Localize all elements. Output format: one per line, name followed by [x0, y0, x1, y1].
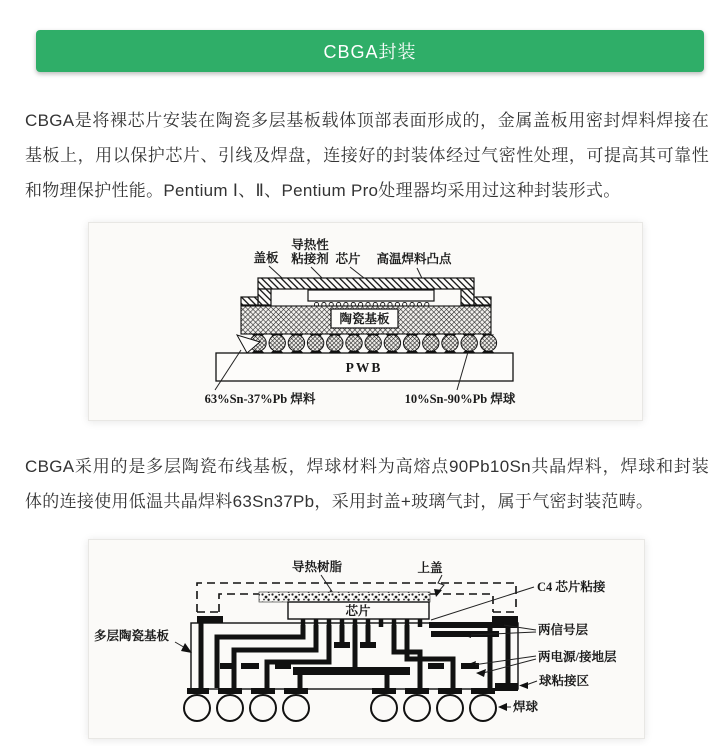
label-pwb: PWB [345, 360, 383, 375]
label-ball-right: 10%Sn-90%Pb 焊球 [404, 392, 516, 406]
label-signal-layers: 两信号层 [538, 623, 589, 637]
ceramic-substrate-shape [241, 306, 491, 334]
label-chip2: 芯片 [345, 604, 371, 618]
label-thermal-resin: 导热树脂 [291, 560, 343, 574]
paragraph-materials: CBGA采用的是多层陶瓷布线基板，焊球材料为高熔点90Pb10Sn共晶焊料，焊球和封装体的连接使用低温共晶焊料63Sn37Pb，采用封盖+玻璃气封，属于气密封装范畴。 [25, 457, 709, 511]
solder-balls [184, 695, 496, 721]
label-c4-bond: C4 芯片粘接 [537, 580, 606, 594]
chip-shape [308, 290, 434, 301]
leader-adhesive [311, 267, 322, 278]
label-ball-bond-area: 球粘接区 [539, 674, 590, 688]
label-chip: 芯片 [335, 252, 361, 266]
label-top-cover: 上盖 [417, 561, 443, 575]
label-adhesive-line1: 导热性 [291, 238, 329, 252]
label-solder-ball: 焊球 [513, 700, 539, 714]
figure2-svg [89, 540, 644, 738]
figure2-top-labels [292, 559, 444, 597]
label-ceramic-substrate: 陶瓷基板 [339, 312, 390, 326]
page-title: CBGA封装 [323, 42, 417, 62]
label-solder-left: 63%Sn-37%Pb 焊料 [204, 392, 316, 406]
figure-cbga-cross-section [88, 222, 643, 421]
chip2-shape [288, 602, 429, 619]
label-solder-bump: 高温焊料凸点 [376, 252, 452, 266]
leader-thermal-resin [321, 575, 333, 593]
leader-chip [350, 267, 364, 278]
figure-cbga-multilayer [88, 539, 645, 739]
figure2-left-label [94, 628, 192, 653]
label-power-ground: 两电源/接地层 [538, 650, 617, 664]
label-multilayer-substrate: 多层陶瓷基板 [94, 629, 170, 643]
pwb-shape [216, 353, 513, 381]
solder-ball-row [237, 335, 497, 354]
leader-cover-plate [269, 266, 282, 278]
paragraph-intro: CBGA是将裸芯片安装在陶瓷多层基板载体顶部表面形成的，金属盖板用密封焊料焊接在基板上，用以保护芯片、引线及焊盘，连接好的封装体经过气密性处理，可提高其可靠性和物理保护性能。Pentium Ⅰ、Ⅱ、Pentium Pro处理器均采用过这种封装形式。 [25, 111, 709, 200]
arrow-top-cover [434, 589, 442, 597]
label-adhesive-line2: 粘接剂 [291, 252, 329, 266]
leader-c4-bond [431, 587, 534, 620]
label-cover-plate: 盖板 [253, 251, 279, 265]
title-banner [36, 30, 704, 72]
thermal-resin-shape [259, 592, 430, 602]
figure1-svg [89, 223, 642, 420]
